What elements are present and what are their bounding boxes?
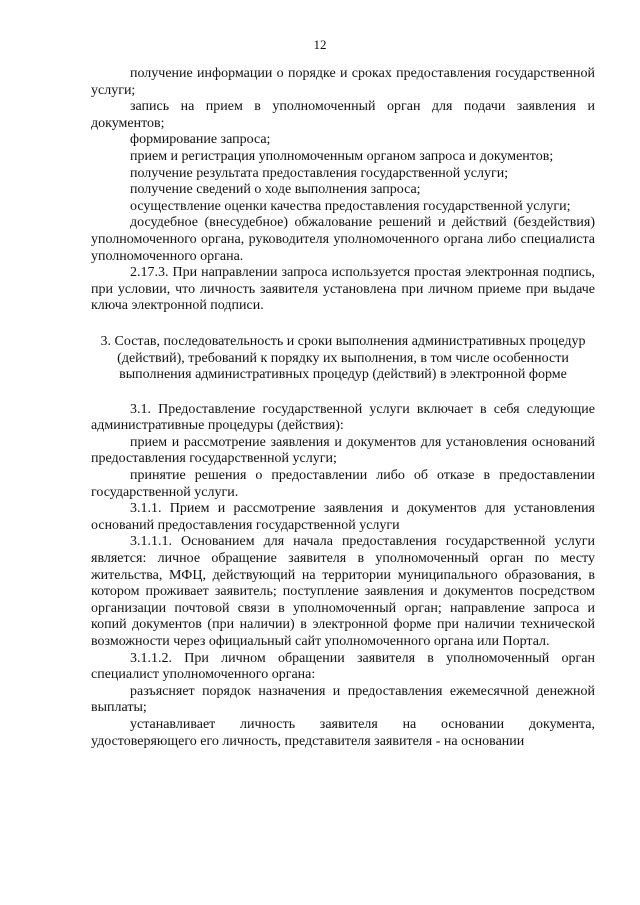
paragraph-3-1-1: 3.1.1. Прием и рассмотрение заявления и документов для установления оснований предоставления государственной услуги bbox=[91, 501, 595, 533]
list-item: получение информации о порядке и сроках предоставления государственной услуги; bbox=[91, 66, 595, 98]
section-3-heading: 3. Состав, последовательность и сроки выполнения административных процедур (действий), требований к порядку их выполнения, в том числе особенности выполнения административных процедур (действий) в электронной форме bbox=[100, 333, 586, 383]
list-item: устанавливает личность заявителя на основании документа, удостоверяющего его личность, представителя заявителя - на основании bbox=[91, 716, 595, 749]
list-item: формирование запроса; bbox=[130, 132, 271, 148]
list-item: разъясняет порядок назначения и предоставления ежемесячной денежной выплаты; bbox=[91, 683, 595, 716]
paragraph-3-1-1-1: 3.1.1.1. Основанием для начала предоставления государственной услуги является: личное обращение заявителя в уполномоченный орган по месту жительства, МФЦ, действующий на территории муниципального образования, в котором проживает заявитель; поступление заявления и документов посредством организации почтовой связи в уполномоченный орган; направление запроса и копий документов (при наличии) в электронной форме при наличии технической возможности через официальный сайт уполномоченного органа или Портал. bbox=[91, 534, 595, 649]
paragraph-3-1: 3.1. Предоставление государственной услуги включает в себя следующие административные процедуры (действия): bbox=[91, 401, 595, 434]
list-item: получение результата предоставления государственной услуги; bbox=[130, 165, 509, 181]
document-body bbox=[91, 66, 595, 750]
list-item: досудебное (внесудебное) обжалование решений и действий (бездействия) уполномоченного органа, руководителя уполномоченного органа либо специалиста уполномоченного органа. bbox=[91, 215, 595, 264]
list-item: получение сведений о ходе выполнения запроса; bbox=[130, 182, 421, 198]
paragraph-3-1-1-2: 3.1.1.2. При личном обращении заявителя в уполномоченный орган специалист уполномоченного органа: bbox=[91, 650, 595, 683]
list-item: осуществление оценки качества предоставления государственной услуги; bbox=[130, 198, 571, 214]
paragraph-2-17-3: 2.17.3. При направлении запроса используется простая электронная подпись, при условии, что личность заявителя установлена при личном приеме при выдаче ключа электронной подписи. bbox=[91, 265, 595, 314]
list-item: запись на прием в уполномоченный орган для подачи заявления и документов; bbox=[91, 99, 595, 131]
list-item: прием и рассмотрение заявления и документов для установления оснований предоставления государственной услуги; bbox=[91, 434, 595, 467]
list-item: прием и регистрация уполномоченным органом запроса и документов; bbox=[130, 148, 554, 164]
list-item: принятие решения о предоставлении либо об отказе в предоставлении государственной услуги. bbox=[91, 468, 595, 500]
page-number: 12 bbox=[313, 37, 327, 52]
